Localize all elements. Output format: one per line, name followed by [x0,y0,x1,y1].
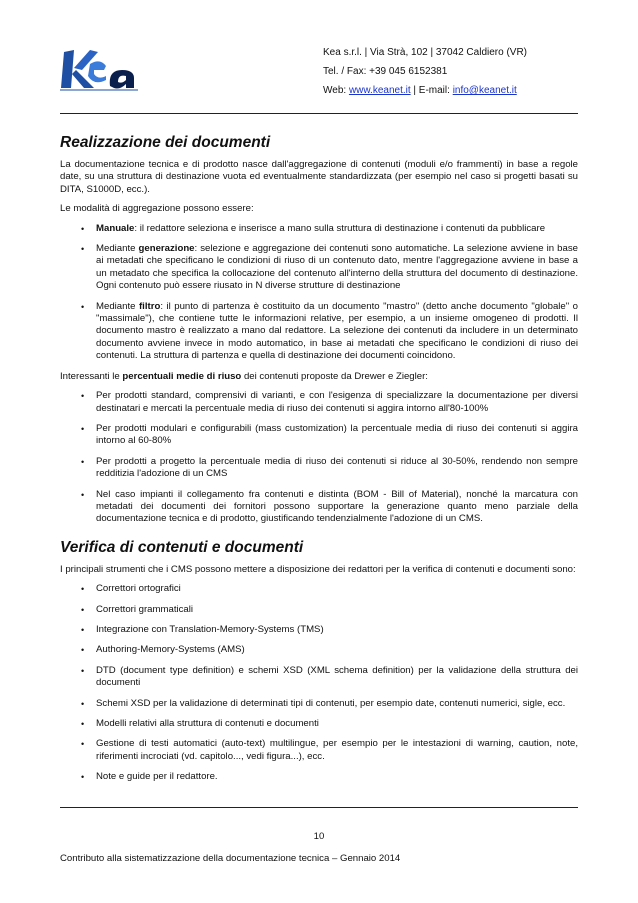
list-item-text: Gestione di testi automatici (auto-text) multilingue, per esempio per le intestazioni di warning, caution, note, riferimenti incrociati (vd. capitolo..., vedi figura...), ecc. [96,738,578,762]
bullet-icon: • [81,391,85,402]
bullet-icon: • [81,665,85,676]
list-item [60,301,578,363]
reuse-intro [60,371,578,383]
list-item [60,624,578,636]
list-item [60,604,578,616]
bullet-icon: • [81,301,85,312]
list-item-text: Modelli relativi alla struttura di contenuti e documenti [96,718,319,729]
list-item [60,644,578,656]
bullet-icon: • [81,698,85,709]
bullet-icon: • [81,489,85,500]
verification-tools-list [60,583,578,783]
document-body [60,133,578,792]
bullet-icon: • [81,719,85,729]
reuse-percentages-list [60,390,578,526]
section1-intro: La documentazione tecnica e di prodotto nasce dall'aggregazione di contenuti (moduli e/o frammenti) in base a regole date, su una struttura di destinazione vuota ed eventualmente standardizzata (per esempio nel caso si progetti basati su DITA, S1000D, ecc.). [60,159,578,195]
bullet-icon: • [81,584,85,595]
list-item-text: DTD (document type definition) e schemi XSD (XML schema definition) per la validazione della struttura dei documenti [96,664,578,689]
company-web-email [323,81,527,100]
mode-prefix: Mediante [96,243,139,255]
list-item-text: Nel caso impianti il collegamento fra contenuti e distinta (BOM - Bill of Material), nonché la marcatura con metadati dei documenti dei fornitori possono supportare la generazione quanto meno parziale della documentazione tecnica e di prodotto, giustificando tendenzialmente l'adozione di un CMS. [96,488,578,525]
list-item-text: Integrazione con Translation-Memory-Systems (TMS) [96,623,324,635]
list-item-text: Per prodotti a progetto la percentuale media di riuso dei contenuti si riduce al 30-50%, rendendo non sempre redditizia l'adozione di un CMS [96,455,578,480]
bullet-icon: • [81,604,85,615]
section-title-realizzazione: Realizzazione dei documenti [60,134,271,151]
list-item [60,738,578,763]
mode-prefix: Mediante [96,300,139,312]
list-item-text: Per prodotti modulari e configurabili (mass customization) la percentuale media di riuso dei contenuti si aggira intorno al 60-80% [96,422,578,447]
mode-name: generazione [138,243,195,255]
reuse-pre: Interessanti le [60,370,123,382]
bullet-icon: • [81,244,85,255]
list-item [60,243,578,293]
list-item-text: Note e guide per il redattore. [96,771,218,783]
list-item-text: Correttori grammaticali [96,603,194,615]
footer-divider [60,807,578,808]
company-phone: Tel. / Fax: +39 045 6152381 [323,66,448,77]
company-address: Kea s.r.l. | Via Strà, 102 | 37042 Caldiero (VR) [323,47,528,58]
web-label: Web: [323,85,349,96]
bullet-icon: • [81,223,85,234]
kea-logo [60,44,140,92]
list-item [60,489,578,526]
bullet-icon: • [81,456,85,467]
mode-name: Manuale [96,222,135,234]
list-item [60,665,578,690]
page-number: 10 [313,831,325,842]
section-title-verifica: Verifica di contenuti e documenti [60,538,304,556]
reuse-bold: percentuali medie di riuso [122,370,242,382]
bullet-icon: • [81,423,85,434]
list-item [60,771,578,783]
list-item-text: Correttori ortografici [96,583,181,595]
list-item [60,583,578,595]
logo-a-icon [110,70,134,89]
list-item [60,390,578,415]
email-link[interactable]: info@keanet.it [452,85,517,96]
list-item [60,423,578,448]
header-divider [60,113,578,114]
logo-e-icon [88,61,106,82]
web-link[interactable]: www.keanet.it [348,85,411,96]
bullet-icon: • [81,739,85,750]
mode-text: : il redattore seleziona e inserisce a mano sulla struttura di destinazione i contenuti da pubblicare [134,222,546,234]
list-item-text: Per prodotti standard, comprensivi di varianti, e con l'esigenza di specializzare la documentazione per diversi destinatari e mercati la percentuale media di riuso dei contenuti si aggira intorno all'80-100% [96,390,578,414]
email-label: | E-mail: [410,85,453,96]
mode-name: filtro [138,300,161,312]
list-item-text: Authoring-Memory-Systems (AMS) [96,644,245,656]
list-item-text: Schemi XSD per la validazione di determinati tipi di contenuti, per esempio date, contenuti numerici, sigle, ecc. [96,697,566,709]
list-item [60,698,578,710]
modes-intro: Le modalità di aggregazione possono essere: [60,203,254,215]
company-header [323,43,527,100]
mode-text: : il punto di partenza è costituito da un documento "mastro" (detto anche documento "globale" o "massimale"), che contiene tutte le informazioni relative, per esempio, a un insieme omogeneo di prodotti. Il documento mastro è realizzato a mano dal redattore. La selezione dei contenuti da includere in un determinato documento avviene invece in modo automatico, in base ai metadati che specificano le condizioni di riuso dei contenuti. La struttura di partenza e quella di destinazione dei documenti coincidono. [96,300,578,362]
bullet-icon: • [81,645,85,656]
list-item [60,223,578,235]
bullet-icon: • [81,624,85,635]
reuse-post: dei contenuti proposte da Drewer e Ziegler: [241,370,428,382]
footer-text: Contributo alla sistematizzazione della documentazione tecnica – Gennaio 2014 [60,853,401,864]
list-item [60,456,578,481]
bullet-icon: • [81,772,85,783]
aggregation-modes-list [60,223,578,363]
mode-text: : selezione e aggregazione dei contenuti sono automatiche. La selezione avviene in base ai metadati che specificano le condizioni di riuso di un contenuto dato, mentre l'aggregazione avviene in base a un metadato che specifica la collocazione del contenuto all'interno della struttura del documento di destinazione. Ogni contenuto può essere riusato in N diverse strutture di destinazione [96,243,578,292]
section2-intro: I principali strumenti che i CMS possono mettere a disposizione dei redattori per la verifica di contenuti e documenti sono: [60,563,576,575]
list-item [60,718,578,730]
